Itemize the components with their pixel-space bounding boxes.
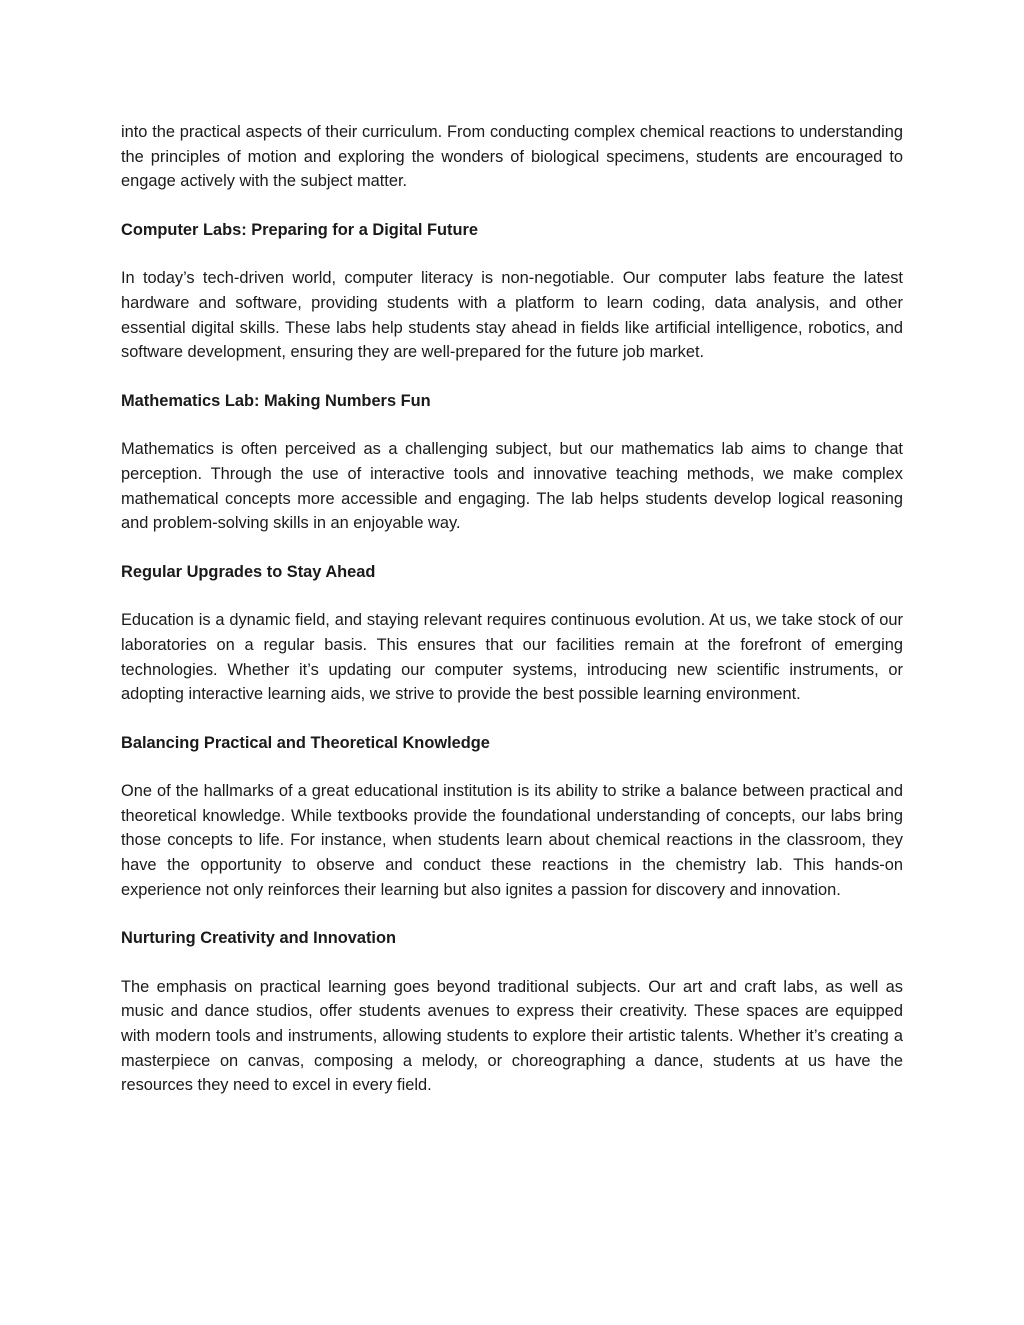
section-heading-nurturing-creativity: Nurturing Creativity and Innovation bbox=[121, 929, 397, 948]
section-body-regular-upgrades: Education is a dynamic field, and staying relevant requires continuous evolution. At us, we take stock of our laboratories on a regular basis. This ensures that our facilities remain at the forefront of emerging technologies. Whether it’s updating our computer systems, introducing new scientific instruments, or adopting interactive learning aids, we strive to provide the best possible learning environment. bbox=[121, 611, 903, 704]
section-heading-computer-labs: Computer Labs: Preparing for a Digital Future bbox=[121, 220, 478, 239]
section-body-mathematics-lab: Mathematics is often perceived as a challenging subject, but our mathematics lab aims to change that perception. Through the use of interactive tools and innovative teaching methods, we make complex mathematical concepts more accessible and engaging. The lab helps students develop logical reasoning and problem-solving skills in an enjoyable way. bbox=[121, 440, 903, 533]
section-heading-balancing-knowledge: Balancing Practical and Theoretical Knowledge bbox=[121, 733, 490, 752]
document-page bbox=[121, 120, 903, 1122]
section-heading-mathematics-lab: Mathematics Lab: Making Numbers Fun bbox=[121, 391, 431, 410]
section-body-nurturing-creativity: The emphasis on practical learning goes beyond traditional subjects. Our art and craft labs, as well as music and dance studios, offer students avenues to express their creativity. These spaces are equipped with modern tools and instruments, allowing students to explore their artistic talents. Whether it’s creating a masterpiece on canvas, composing a melody, or choreographing a dance, students at us have the resources they need to excel in every field. bbox=[121, 977, 903, 1095]
section-body-balancing-knowledge: One of the hallmarks of a great educational institution is its ability to strike a balance between practical and theoretical knowledge. While textbooks provide the foundational understanding of concepts, our labs bring those concepts to life. For instance, when students learn about chemical reactions in the classroom, they have the opportunity to observe and conduct these reactions in the chemistry lab. This hands-on experience not only reinforces their learning but also ignites a passion for discovery and innovation. bbox=[121, 782, 903, 899]
section-body-computer-labs: In today’s tech-driven world, computer literacy is non-negotiable. Our computer labs feature the latest hardware and software, providing students with a platform to learn coding, data analysis, and other essential digital skills. These labs help students stay ahead in fields like artificial intelligence, robotics, and software development, ensuring they are well-prepared for the future job market. bbox=[121, 269, 903, 362]
section-heading-regular-upgrades: Regular Upgrades to Stay Ahead bbox=[121, 562, 376, 581]
intro-paragraph: into the practical aspects of their curriculum. From conducting complex chemical reactions to understanding the principles of motion and exploring the wonders of biological specimens, students are encouraged to engage actively with the subject matter. bbox=[121, 123, 903, 191]
